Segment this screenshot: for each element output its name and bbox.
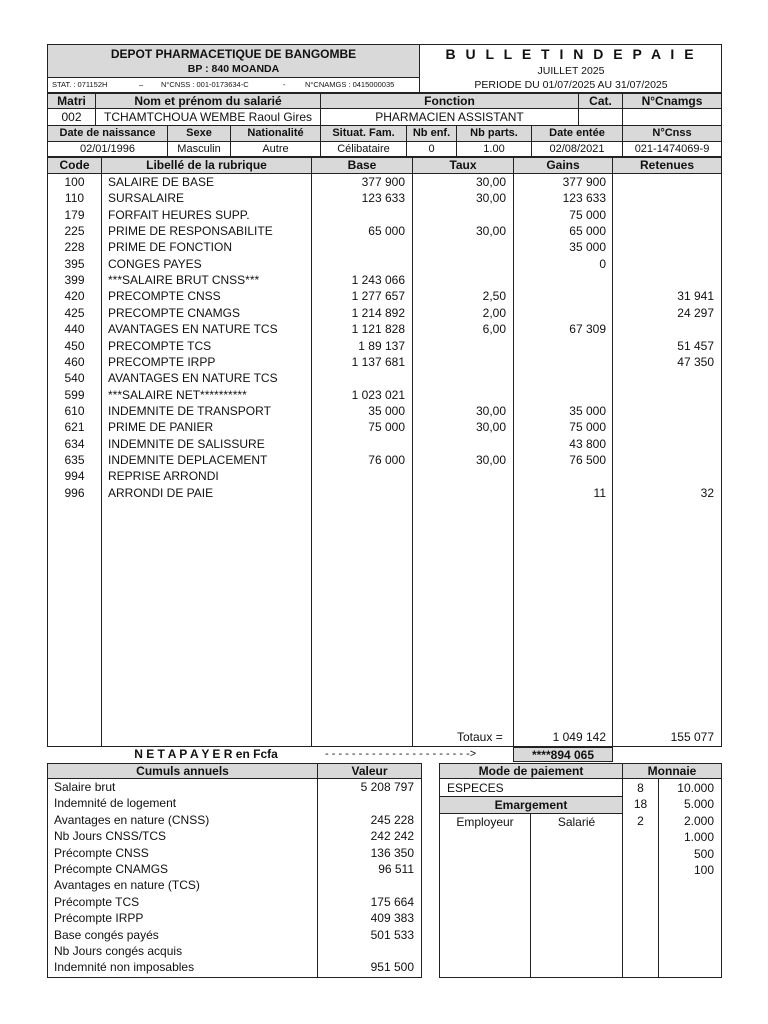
- row-code: 450: [64, 338, 85, 353]
- denomination-count: 8: [637, 781, 644, 795]
- denomination-value: 2.000: [683, 813, 714, 828]
- gains-column-header: Gains: [546, 158, 580, 172]
- cumul-label: Précompte IRPP: [54, 911, 144, 926]
- cumul-value: 409 383: [370, 911, 414, 926]
- row-code: 110: [64, 191, 85, 206]
- emargement-title: Emargement: [494, 798, 568, 812]
- employee-nb-enf: 0: [428, 143, 435, 155]
- employee-nb-parts: 1.00: [483, 143, 505, 155]
- retenues-column-header: Retenues: [639, 158, 695, 172]
- row-base: 123 633: [361, 191, 405, 206]
- denomination-value: 1.000: [683, 830, 714, 845]
- row-code: 635: [64, 452, 85, 467]
- cumul-label: Indemnité de logement: [54, 796, 177, 811]
- row-code: 634: [64, 436, 85, 451]
- stat-number: STAT. : 071152H: [52, 80, 108, 89]
- row-code: 228: [64, 240, 85, 255]
- employee-matri: 002: [61, 110, 82, 124]
- cumul-label: Salaire brut: [54, 780, 116, 794]
- dob-header: Date de naissance: [59, 127, 156, 139]
- row-code: 996: [64, 485, 85, 500]
- employee-signature-label: Salarié: [557, 815, 596, 829]
- denomination-count: 18: [633, 797, 648, 812]
- row-code: 460: [64, 354, 85, 369]
- employee-dob: 02/01/1996: [79, 143, 136, 155]
- denomination-value: 500: [693, 846, 714, 861]
- row-gains: 76 500: [569, 452, 606, 467]
- denomination-value: 100: [693, 863, 714, 877]
- row-libelle: INDEMNITE DE TRANSPORT: [108, 403, 271, 418]
- row-code: 994: [64, 469, 85, 484]
- row-retenues: 24 297: [677, 305, 714, 320]
- row-base: 35 000: [368, 403, 405, 418]
- cumul-label: Avantages en nature (CNSS): [54, 812, 210, 827]
- cumul-value: 951 500: [370, 960, 414, 975]
- row-taux: 6,00: [482, 322, 506, 337]
- row-retenues: 47 350: [677, 354, 714, 369]
- libelle-column-header: Libellé de la rubrique: [146, 158, 267, 172]
- row-gains: 377 900: [562, 175, 606, 189]
- row-libelle: PRECOMPTE TCS: [108, 338, 212, 353]
- separator: -: [283, 80, 286, 89]
- cumul-label: Précompte CNAMGS: [54, 862, 169, 876]
- row-gains: 11: [593, 485, 606, 500]
- row-libelle: PRIME DE RESPONSABILITE: [108, 224, 273, 239]
- row-libelle: SALAIRE DE BASE: [108, 175, 215, 189]
- pay-month: JUILLET 2025: [537, 65, 605, 77]
- row-gains: 75 000: [569, 207, 606, 222]
- company-name: DEPOT PHARMACETIQUE DE BANGOMBE: [110, 47, 357, 61]
- nb-parts-header: Nb parts.: [470, 127, 518, 139]
- row-taux: 30,00: [475, 452, 506, 467]
- row-gains: 123 633: [562, 191, 606, 206]
- fonction-header: Fonction: [424, 94, 475, 108]
- row-code: 399: [64, 273, 85, 288]
- row-code: 621: [64, 420, 85, 435]
- employee-cnss: 021-1474069-9: [634, 143, 710, 155]
- nb-enf-header: Nb enf.: [412, 127, 451, 139]
- row-code: 225: [64, 224, 85, 239]
- row-libelle: INDEMNITE DE SALISSURE: [108, 436, 265, 451]
- cumul-value: 242 242: [370, 829, 414, 844]
- cumul-value: 96 511: [378, 862, 414, 876]
- row-libelle: ***SALAIRE NET**********: [108, 387, 247, 402]
- row-retenues: 32: [700, 485, 714, 500]
- row-taux: 30,00: [475, 403, 506, 418]
- row-libelle: PRIME DE FONCTION: [108, 240, 233, 255]
- row-gains: 75 000: [569, 420, 606, 435]
- category-header: Cat.: [589, 94, 612, 108]
- cumul-label: Base congés payés: [54, 927, 159, 942]
- employee-date-entree: 02/08/2021: [549, 143, 605, 155]
- employee-name: TCHAMTCHOUA WEMBE Raoul Gires: [103, 110, 313, 124]
- row-base: 1 137 681: [351, 354, 405, 369]
- row-code: 395: [64, 256, 85, 271]
- cumul-label: Avantages en nature (TCS): [54, 878, 200, 893]
- company-address: BP : 840 MOANDA: [187, 63, 280, 75]
- row-libelle: PRECOMPTE CNAMGS: [108, 305, 241, 320]
- cumuls-title: Cumuls annuels: [136, 764, 229, 778]
- row-base: 1 277 657: [351, 289, 405, 304]
- separator: –: [139, 80, 144, 89]
- employee-situation: Célibataire: [337, 143, 390, 155]
- document-title: B U L L E T I N D E P A I E: [445, 46, 697, 62]
- row-libelle: FORFAIT HEURES SUPP.: [108, 207, 250, 222]
- row-gains: 35 000: [569, 403, 606, 418]
- cumul-value: 5 208 797: [360, 780, 414, 794]
- row-base: 65 000: [368, 224, 405, 239]
- base-column-header: Base: [347, 158, 377, 172]
- row-libelle: PRECOMPTE IRPP: [108, 354, 216, 369]
- cumul-label: Précompte CNSS: [54, 845, 149, 860]
- cumul-label: Nb Jours congés acquis: [54, 944, 183, 958]
- row-libelle: PRIME DE PANIER: [108, 420, 214, 435]
- monnaie-title: Monnaie: [647, 764, 697, 778]
- name-header: Nom et prénom du salarié: [134, 94, 282, 108]
- row-base: 76 000: [368, 452, 405, 467]
- row-base: 1 023 021: [351, 387, 405, 402]
- row-base: 75 000: [368, 420, 405, 435]
- row-base: 1 243 066: [351, 273, 405, 288]
- row-libelle: AVANTAGES EN NATURE TCS: [108, 322, 278, 337]
- totals-retenues: 155 077: [670, 730, 714, 744]
- row-gains: 43 800: [569, 436, 606, 451]
- taux-column-header: Taux: [449, 158, 477, 172]
- net-to-pay-label: N E T A P A Y E R en Fcfa: [134, 747, 278, 761]
- row-libelle: ***SALAIRE BRUT CNSS***: [108, 273, 260, 288]
- date-entree-header: Date entée: [549, 127, 605, 139]
- row-taux: 2,00: [482, 305, 506, 320]
- cnss-header: N°Cnss: [652, 127, 692, 139]
- row-libelle: SURSALAIRE: [108, 191, 185, 206]
- row-code: 610: [64, 403, 85, 418]
- row-libelle: ARRONDI DE PAIE: [108, 485, 214, 500]
- row-taux: 30,00: [475, 224, 506, 239]
- denomination-value: 10.000: [677, 781, 714, 795]
- row-retenues: 31 941: [677, 289, 714, 304]
- net-to-pay-value: ****894 065: [531, 748, 595, 762]
- row-code: 540: [64, 371, 85, 386]
- row-code: 440: [64, 322, 85, 337]
- cumul-value: 136 350: [370, 845, 414, 860]
- row-code: 599: [64, 387, 85, 402]
- employee-sexe: Masculin: [177, 143, 221, 155]
- row-taux: 30,00: [475, 191, 506, 206]
- cumul-label: Précompte TCS: [54, 894, 140, 909]
- payment-mode-title: Mode de paiement: [478, 764, 584, 778]
- cumul-label: Indemnité non imposables: [54, 960, 195, 975]
- payment-mode-value: ESPECES: [447, 781, 504, 795]
- row-libelle: AVANTAGES EN NATURE TCS: [108, 371, 278, 386]
- row-libelle: CONGES PAYES: [108, 256, 202, 271]
- row-taux: 2,50: [482, 289, 506, 304]
- denomination-count: 2: [637, 813, 644, 828]
- employee-fonction: PHARMACIEN ASSISTANT: [375, 110, 524, 124]
- sexe-header: Sexe: [186, 127, 212, 139]
- row-base: 377 900: [361, 175, 405, 189]
- cumul-label: Nb Jours CNSS/TCS: [54, 829, 167, 844]
- nationalite-header: Nationalité: [247, 127, 304, 139]
- cumul-value: 175 664: [370, 894, 414, 909]
- employee-nationalite: Autre: [262, 143, 289, 155]
- row-libelle: INDEMNITE DEPLACEMENT: [108, 452, 268, 467]
- row-taux: 30,00: [475, 175, 506, 189]
- row-code: 420: [64, 289, 85, 304]
- cnss-number: N°CNSS : 001-0173634-C: [161, 80, 249, 89]
- row-code: 179: [64, 207, 85, 222]
- row-base: 1 214 892: [351, 305, 405, 320]
- row-gains: 0: [599, 256, 606, 271]
- cnamgs-header: N°Cnamgs: [641, 94, 703, 108]
- situation-header: Situat. Fam.: [332, 127, 395, 139]
- cumuls-value-title: Valeur: [351, 764, 388, 778]
- matri-header: Matri: [57, 94, 86, 108]
- net-to-pay-arrow: - - - - - - - - - - - - - - - - - - - - - ->: [325, 748, 477, 760]
- cumul-value: 501 533: [370, 927, 414, 942]
- row-code: 425: [64, 305, 85, 320]
- totals-label: Totaux =: [457, 730, 503, 744]
- row-gains: 67 309: [569, 322, 606, 337]
- employer-signature-label: Employeur: [456, 815, 514, 829]
- row-taux: 30,00: [475, 420, 506, 435]
- row-gains: 65 000: [569, 224, 606, 239]
- row-base: 1 89 137: [358, 338, 405, 353]
- row-code: 100: [64, 175, 85, 189]
- row-libelle: PRECOMPTE CNSS: [108, 289, 221, 304]
- totals-gains: 1 049 142: [552, 730, 606, 744]
- row-libelle: REPRISE ARRONDI: [108, 469, 219, 484]
- cnamgs-number: N°CNAMGS : 0415000035: [305, 80, 395, 89]
- row-retenues: 51 457: [677, 338, 714, 353]
- row-gains: 35 000: [569, 240, 606, 255]
- code-column-header: Code: [59, 158, 90, 172]
- denomination-value: 5.000: [683, 797, 714, 812]
- cumul-value: 245 228: [370, 812, 414, 827]
- pay-period: PERIODE DU 01/07/2025 AU 31/07/2025: [474, 79, 668, 91]
- row-base: 1 121 828: [351, 322, 405, 337]
